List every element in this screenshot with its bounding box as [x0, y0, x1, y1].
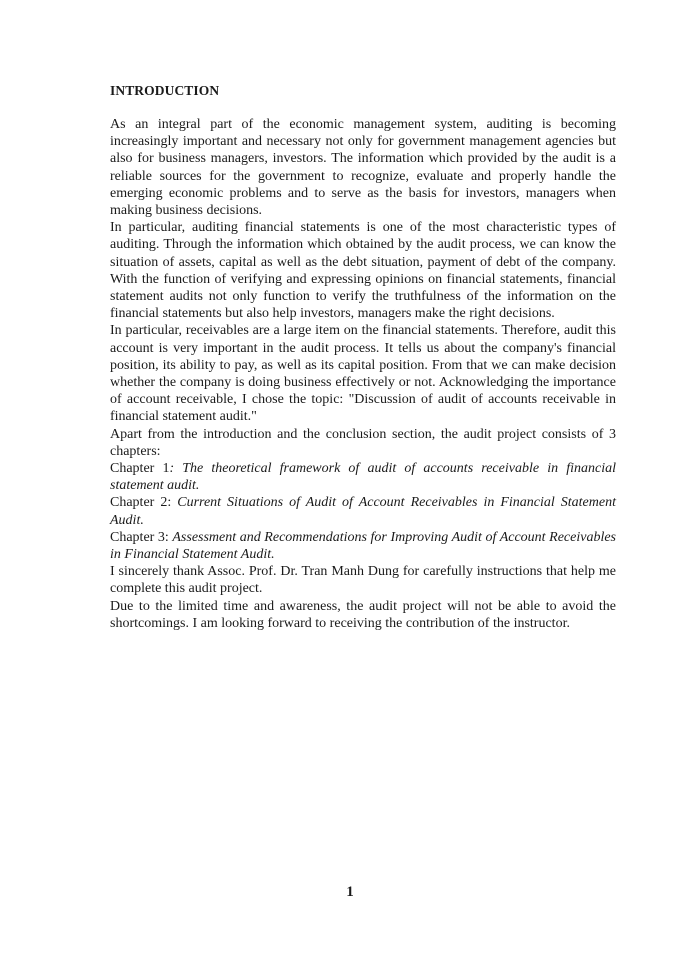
chapter-3-label: Chapter 3	[110, 529, 165, 545]
acknowledgement-paragraph: I sincerely thank Assoc. Prof. Dr. Tran Manh Dung for carefully instructions that help me complete this audit project.	[110, 564, 616, 597]
intro-paragraph-2: In particular, auditing financial statements is one of the most characteristic types of auditing. Through the information which obtained by the audit process, we can know the situation of assets, capital as well as the debt situation, payment of debt of the company. With the function of verifying and expressing opinions on financial statements, financial statement audits not only function to verify the truthfulness of the information on the financial statements but also help investors, managers make the right decisions.	[110, 220, 616, 322]
chapter-1-separator: :	[169, 461, 183, 477]
chapter-1-title: The theoretical framework of audit of accounts receivable in financial statement audit.	[110, 461, 616, 494]
closing-paragraph: Due to the limited time and awareness, the audit project will not be able to avoid the shortcomings. I am looking forward to receiving the contribution of the instructor.	[110, 598, 616, 631]
intro-paragraph-1: As an integral part of the economic management system, auditing is becoming increasingly important and necessary not only for government management agencies but also for business managers, investors. The information which provided by the audit is a reliable sources for the government to recognize, evaluate and properly handle the emerging economic problems and to serve as the basis for investors, managers when making business decisions.	[110, 117, 616, 219]
document-page	[110, 82, 616, 632]
chapter-2-label: Chapter 2	[110, 495, 168, 511]
page-number: 1	[346, 884, 354, 900]
intro-paragraph-4: Apart from the introduction and the conclusion section, the audit project consists of 3 chapters:	[110, 426, 616, 459]
chapter-3-entry	[110, 529, 616, 563]
chapter-3-title: Assessment and Recommendations for Improving Audit of Account Receivables in Financial Statement Audit.	[110, 529, 616, 563]
chapter-1-label: Chapter 1	[110, 461, 170, 477]
chapter-2-entry	[110, 494, 616, 528]
chapter-2-title: Current Situations of Audit of Account Receivables in Financial Statement Audit.	[110, 495, 616, 528]
chapter-1-entry	[110, 460, 616, 494]
chapter-3-separator: :	[164, 529, 173, 545]
chapter-2-separator: :	[167, 495, 178, 511]
intro-paragraph-3: In particular, receivables are a large item on the financial statements. Therefore, audit this account is very important in the audit process. It tells us about the company's financial position, its ability to pay, as well as its capital position. From that we can make decision whether the company is doing business effectively or not. Acknowledging the importance of account receivable, I chose the topic: "Discussion of audit of accounts receivable in financial statement audit."	[110, 323, 616, 425]
page-heading: INTRODUCTION	[110, 83, 220, 98]
